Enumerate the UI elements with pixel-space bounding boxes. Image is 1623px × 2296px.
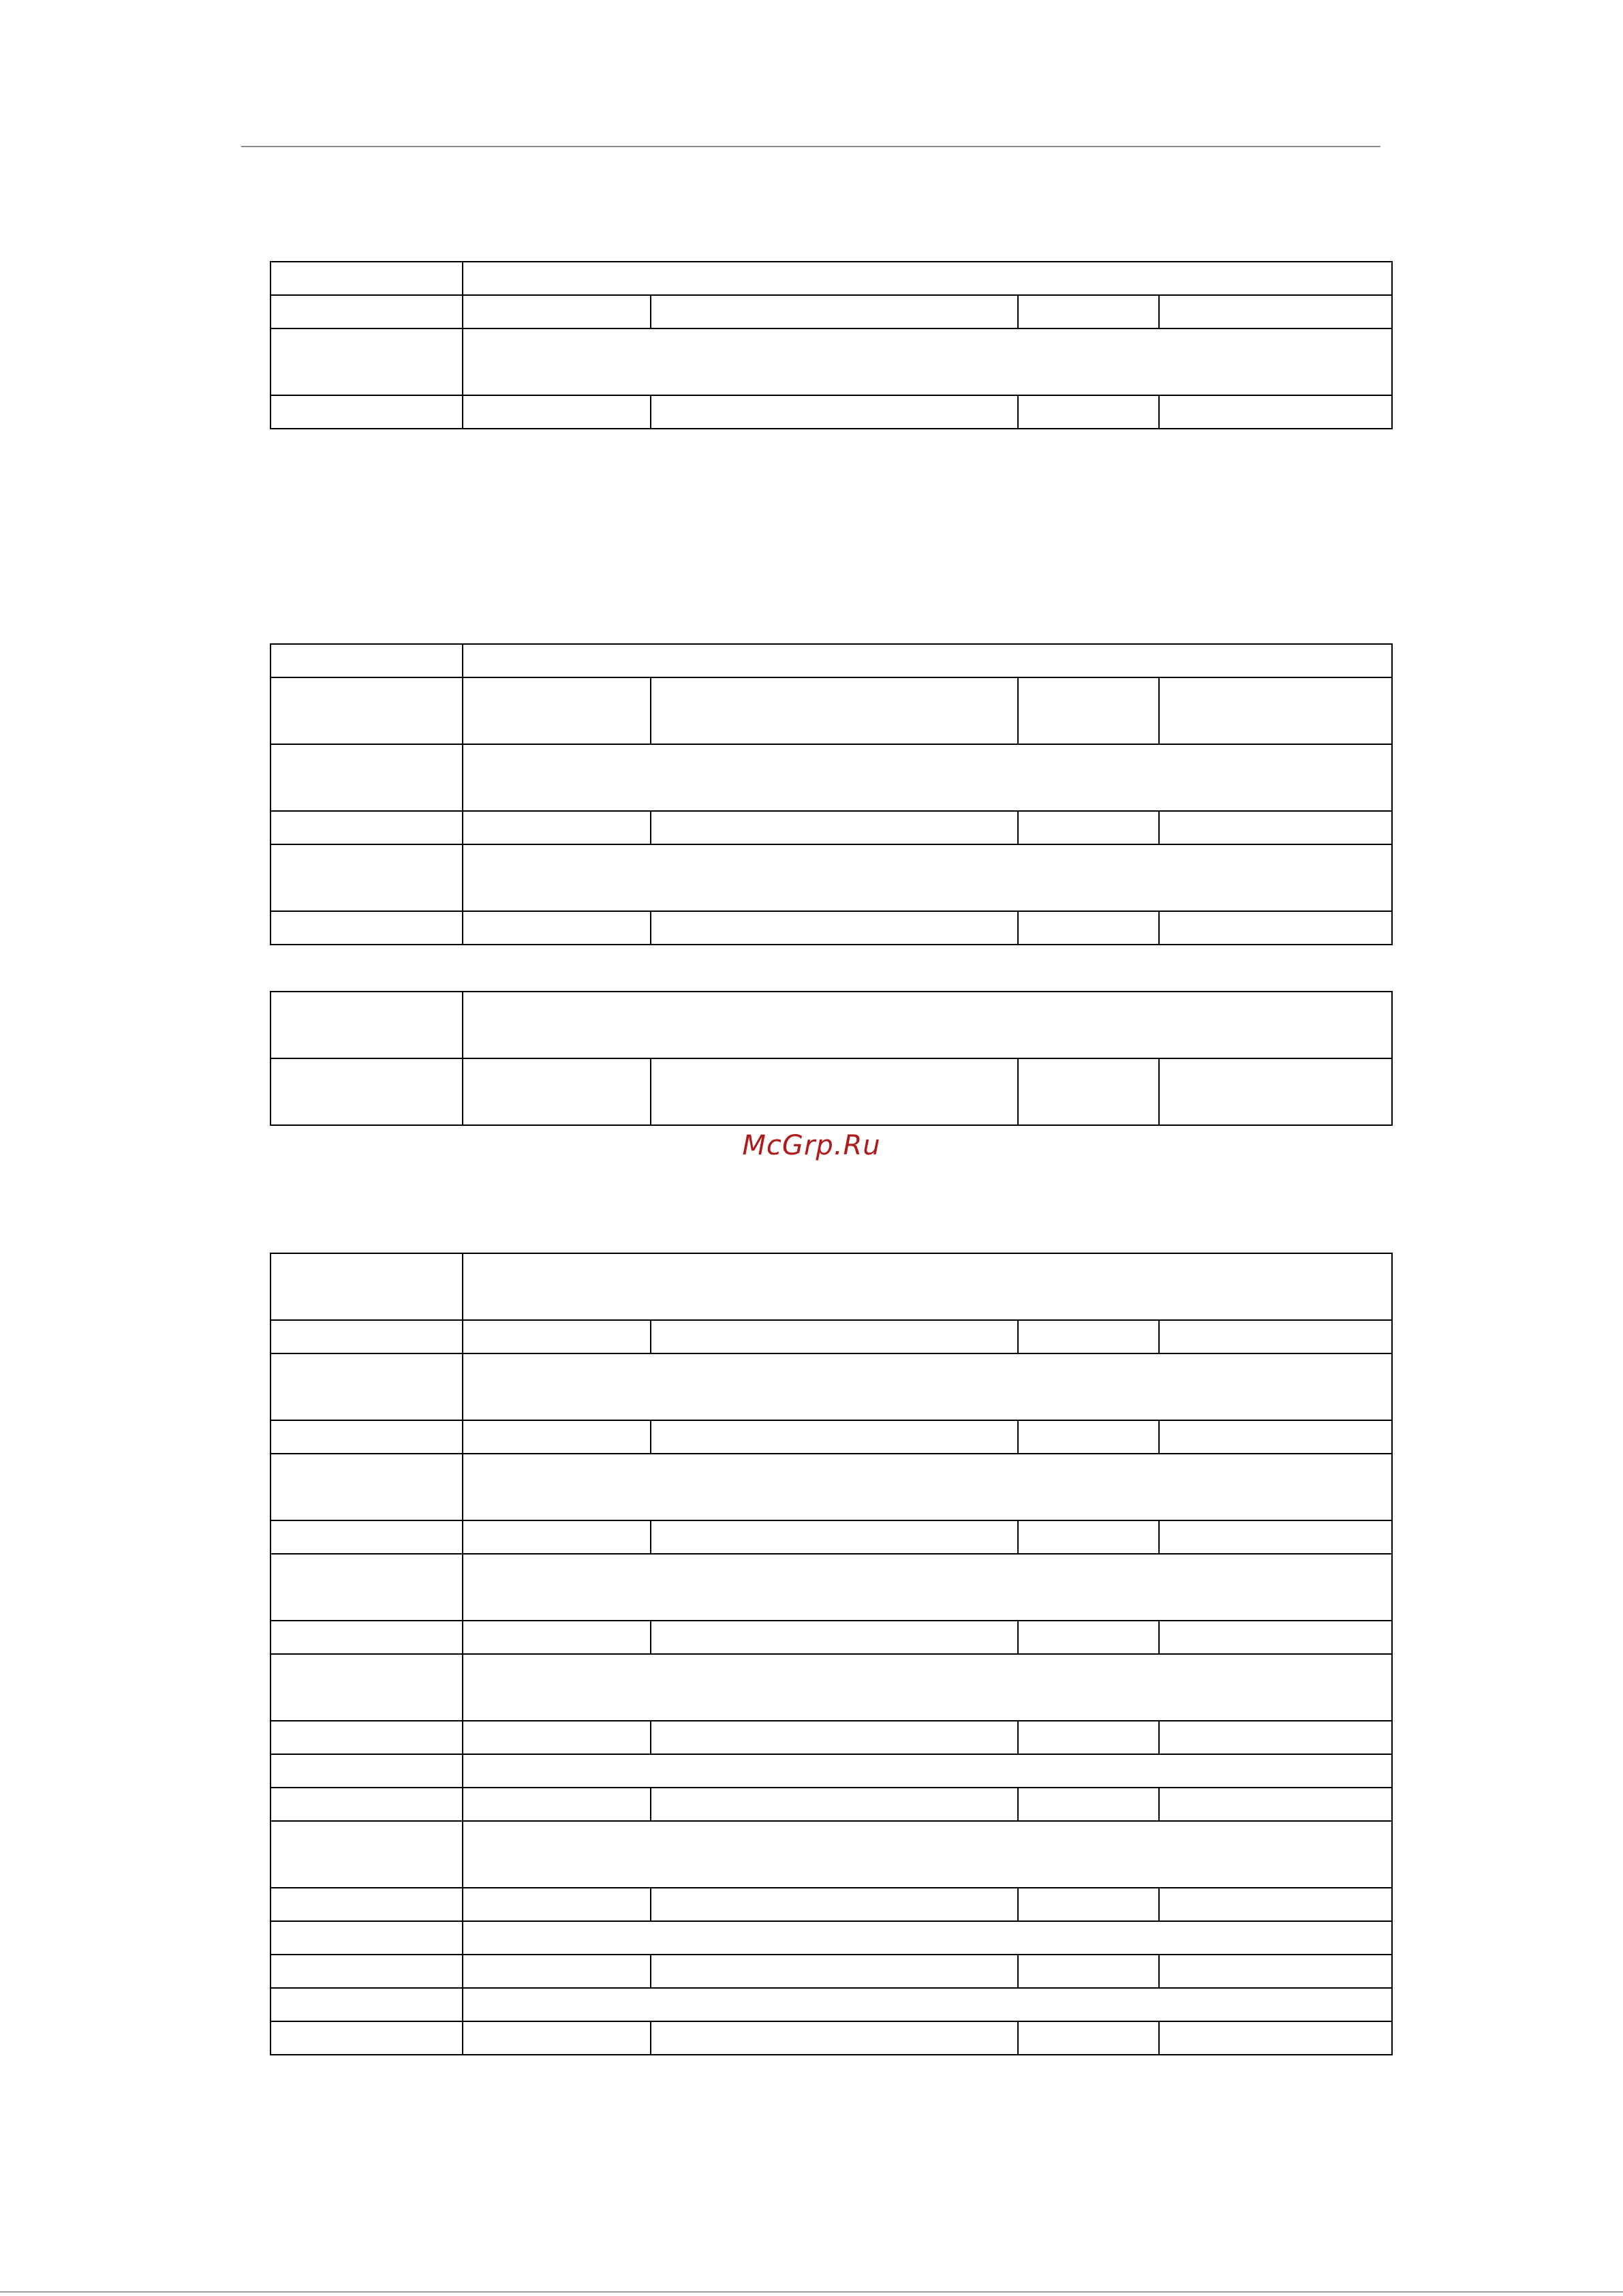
table-row: [270, 811, 1392, 844]
table-row: [270, 1721, 1392, 1754]
table-cell: [270, 1721, 463, 1754]
table-cell: [463, 1320, 651, 1353]
table-cell: [651, 1955, 1018, 1988]
table-cell: [1159, 395, 1392, 429]
table-cell: [463, 1654, 1392, 1721]
spec-table-4: [270, 1253, 1393, 2055]
table-row: [270, 395, 1392, 429]
table-row: [270, 992, 1392, 1058]
table-cell: [270, 744, 463, 811]
table-row: [270, 1058, 1392, 1125]
table-cell: [270, 1788, 463, 1821]
table-cell: [1018, 1420, 1159, 1454]
table-cell: [463, 1554, 1392, 1621]
table-cell: [463, 2021, 651, 2055]
table-cell: [463, 644, 1392, 677]
table-cell: [270, 1420, 463, 1454]
table-cell: [1159, 811, 1392, 844]
table-row: [270, 1353, 1392, 1420]
table-cell: [651, 1888, 1018, 1921]
table-cell: [463, 1754, 1392, 1788]
table-cell: [651, 295, 1018, 328]
table-cell: [270, 677, 463, 744]
table-cell: [463, 1788, 651, 1821]
table-cell: [1018, 1058, 1159, 1125]
table-cell: [1159, 1788, 1392, 1821]
table-cell: [1018, 1788, 1159, 1821]
table-cell: [463, 1721, 651, 1754]
table-row: [270, 1955, 1392, 1988]
table-row: [270, 677, 1392, 744]
table-cell: [463, 1253, 1392, 1320]
table-cell: [270, 1454, 463, 1520]
table-row: [270, 1320, 1392, 1353]
bottom-rule: [0, 2291, 1623, 2293]
table-row: [270, 1621, 1392, 1654]
table-cell: [463, 811, 651, 844]
table-row: [270, 1921, 1392, 1955]
table-row: [270, 1988, 1392, 2021]
table-row: [270, 744, 1392, 811]
table-row: [270, 262, 1392, 295]
table-cell: [270, 328, 463, 395]
table-cell: [270, 1955, 463, 1988]
table-cell: [463, 1821, 1392, 1888]
table-row: [270, 1253, 1392, 1320]
table-cell: [270, 262, 463, 295]
table-row: [270, 295, 1392, 328]
table-cell: [463, 744, 1392, 811]
table-cell: [651, 1320, 1018, 1353]
table-cell: [463, 328, 1392, 395]
table-row: [270, 1788, 1392, 1821]
table-row: [270, 844, 1392, 911]
table-cell: [1018, 1721, 1159, 1754]
table-cell: [463, 992, 1392, 1058]
table-cell: [463, 1955, 651, 1988]
table-cell: [270, 1554, 463, 1621]
table-cell: [270, 1621, 463, 1654]
table-row: [270, 1420, 1392, 1454]
table-cell: [651, 1788, 1018, 1821]
table-cell: [1159, 1520, 1392, 1554]
table-cell: [463, 911, 651, 945]
table-cell: [463, 1988, 1392, 2021]
table-cell: [1018, 677, 1159, 744]
table-cell: [270, 1520, 463, 1554]
table-cell: [270, 844, 463, 911]
table-cell: [463, 1621, 651, 1654]
table-cell: [270, 1921, 463, 1955]
table-cell: [270, 1888, 463, 1921]
table-cell: [1018, 295, 1159, 328]
table-cell: [1159, 1955, 1392, 1988]
table-cell: [463, 262, 1392, 295]
table-cell: [270, 1754, 463, 1788]
table-cell: [1018, 1320, 1159, 1353]
table-cell: [1159, 677, 1392, 744]
table-cell: [270, 2021, 463, 2055]
table-row: [270, 328, 1392, 395]
table-row: [270, 1821, 1392, 1888]
table-cell: [651, 1520, 1018, 1554]
table-cell: [270, 1821, 463, 1888]
table-cell: [1018, 2021, 1159, 2055]
table-cell: [1018, 1955, 1159, 1988]
table-cell: [1159, 1320, 1392, 1353]
table-cell: [1159, 2021, 1392, 2055]
table-cell: [1159, 911, 1392, 945]
table-cell: [270, 295, 463, 328]
table-row: [270, 644, 1392, 677]
table-cell: [463, 295, 651, 328]
table-cell: [651, 2021, 1018, 2055]
table-cell: [270, 1654, 463, 1721]
spec-table-1: [270, 261, 1393, 429]
table-cell: [463, 1888, 651, 1921]
table-cell: [463, 1921, 1392, 1955]
table-cell: [651, 677, 1018, 744]
table-cell: [463, 1058, 651, 1125]
table-cell: [463, 677, 651, 744]
table-cell: [1159, 1721, 1392, 1754]
table-cell: [1159, 1888, 1392, 1921]
table-cell: [651, 1721, 1018, 1754]
table-cell: [270, 1988, 463, 2021]
spec-table-3: [270, 991, 1393, 1126]
table-cell: [463, 395, 651, 429]
table-cell: [1018, 811, 1159, 844]
table-cell: [1018, 1621, 1159, 1654]
table-cell: [1018, 395, 1159, 429]
table-cell: [463, 1454, 1392, 1520]
table-cell: [270, 811, 463, 844]
table-cell: [463, 844, 1392, 911]
table-cell: [1159, 1058, 1392, 1125]
table-cell: [270, 1253, 463, 1320]
table-row: [270, 2021, 1392, 2055]
table-cell: [651, 1621, 1018, 1654]
table-cell: [270, 992, 463, 1058]
table-cell: [1159, 1621, 1392, 1654]
table-row: [270, 911, 1392, 945]
table-cell: [463, 1353, 1392, 1420]
table-cell: [651, 1058, 1018, 1125]
table-cell: [1159, 295, 1392, 328]
table-row: [270, 1520, 1392, 1554]
table-cell: [270, 1353, 463, 1420]
table-cell: [270, 1058, 463, 1125]
table-cell: [270, 1320, 463, 1353]
table-cell: [651, 911, 1018, 945]
table-cell: [1018, 911, 1159, 945]
table-row: [270, 1888, 1392, 1921]
table-cell: [270, 911, 463, 945]
table-cell: [1159, 1420, 1392, 1454]
table-row: [270, 1554, 1392, 1621]
table-row: [270, 1754, 1392, 1788]
watermark-text: McGrp.Ru: [742, 1130, 881, 1161]
table-row: [270, 1654, 1392, 1721]
table-cell: [651, 811, 1018, 844]
table-cell: [651, 1420, 1018, 1454]
table-cell: [651, 395, 1018, 429]
table-cell: [270, 395, 463, 429]
header-rule: [241, 146, 1380, 147]
table-cell: [270, 644, 463, 677]
table-cell: [463, 1520, 651, 1554]
table-row: [270, 1454, 1392, 1520]
table-cell: [1018, 1520, 1159, 1554]
table-cell: [463, 1420, 651, 1454]
spec-table-2: [270, 643, 1393, 945]
table-cell: [1018, 1888, 1159, 1921]
